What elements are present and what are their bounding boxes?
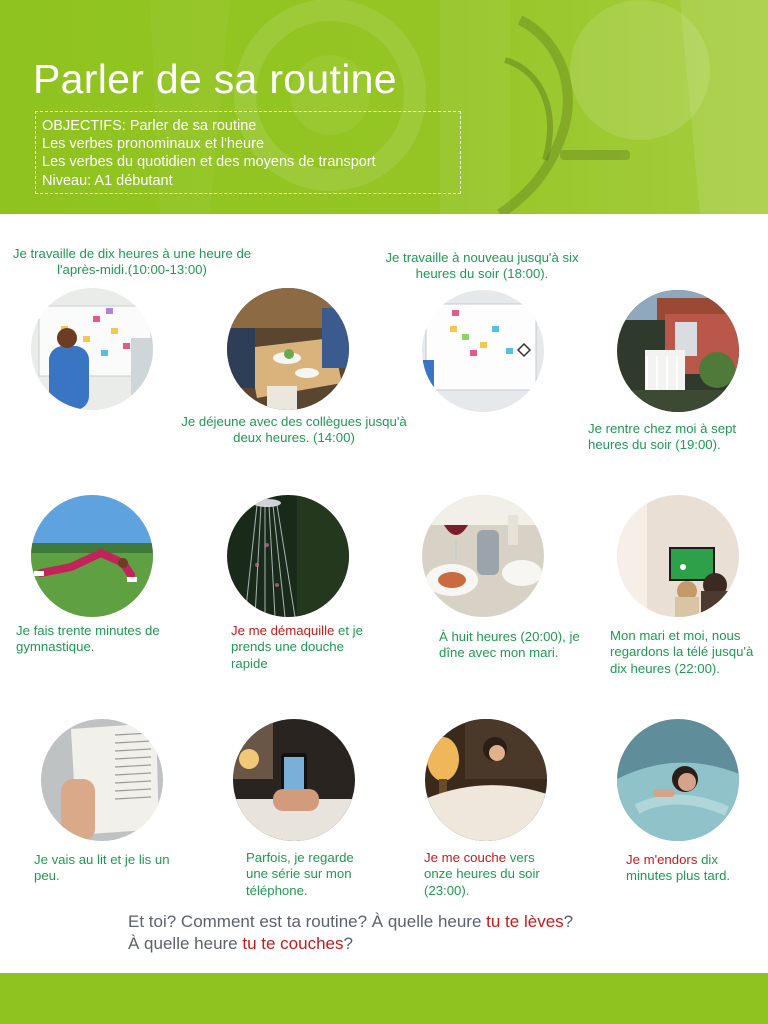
caption-text: dix minutes plus tard. [626, 852, 731, 884]
question-highlight: tu te lèves [486, 912, 564, 931]
question-highlight: tu te couches [242, 934, 344, 953]
question-text: ? [563, 912, 574, 931]
objective-line: Les verbes du quotidien et des moyens de transport [42, 154, 376, 171]
caption-text: Je fais trente minutes de gymnastique. [16, 623, 160, 655]
dinner-table-photo [422, 495, 544, 617]
objective-line: Niveau: A1 débutant [42, 172, 173, 189]
caption-12 [626, 852, 766, 885]
closing-question [128, 911, 688, 955]
reading-book-photo [41, 719, 163, 841]
caption-text: Mon mari et moi, nous regardons la télé jusqu'à dix heures (22:00). [610, 628, 754, 676]
whiteboard-photo [422, 290, 544, 412]
footer-bar [0, 973, 768, 1024]
caption-3 [382, 250, 582, 283]
caption-text: À huit heures (20:00), je dîne avec mon mari. [439, 629, 580, 661]
gymnastics-photo [31, 495, 153, 617]
lunch-colleagues-photo [227, 288, 349, 410]
caption-highlight: Je me démaquille [231, 623, 335, 638]
objectives-box [35, 111, 461, 194]
watching-tv-photo [617, 495, 739, 617]
shower-photo [227, 495, 349, 617]
question-text: Et toi? Comment est ta routine? À quelle heure [128, 912, 487, 931]
caption-text: Parfois, je regarde une série sur mon téléphone. [246, 850, 354, 898]
caption-10 [246, 850, 376, 899]
caption-1 [8, 246, 256, 279]
caption-9 [34, 852, 184, 885]
caption-text: Je vais au lit et je lis un peu. [34, 852, 170, 884]
caption-highlight: Je m'endors [626, 852, 698, 867]
question-text: ? [343, 934, 353, 953]
caption-8 [610, 628, 765, 677]
question-text: À quelle heure [128, 934, 243, 953]
lying-down-photo [425, 719, 547, 841]
objective-line: OBJECTIFS: Parler de sa routine [42, 118, 257, 134]
caption-5 [16, 623, 191, 656]
phone-in-bed-photo [233, 719, 355, 841]
caption-highlight: Je me couche [424, 850, 507, 865]
house-photo [617, 290, 739, 412]
caption-text: vers onze heures du soir (23:00). [424, 850, 540, 898]
header-banner [0, 0, 768, 214]
office-whiteboard-photo [31, 288, 153, 410]
objective-line: Les verbes pronominaux et l'heure [42, 136, 265, 153]
caption-text: Je rentre chez moi à sept heures du soir (19:00). [588, 421, 737, 453]
caption-text: et je prends une douche rapide [231, 623, 363, 671]
caption-4 [588, 421, 758, 454]
caption-text: Je déjeune avec des collègues jusqu'à deux heures. (14:00) [181, 414, 407, 446]
sleeping-photo [617, 719, 739, 841]
caption-11 [424, 850, 564, 899]
caption-text: Je travaille de dix heures à une heure de l'après-midi.(10:00-13:00) [12, 246, 252, 278]
caption-6 [231, 623, 381, 672]
caption-text: Je travaille à nouveau jusqu'à six heures du soir (18:00). [385, 250, 579, 282]
caption-7 [439, 629, 589, 662]
caption-2 [176, 414, 412, 447]
page-title: Parler de sa routine [33, 56, 397, 102]
